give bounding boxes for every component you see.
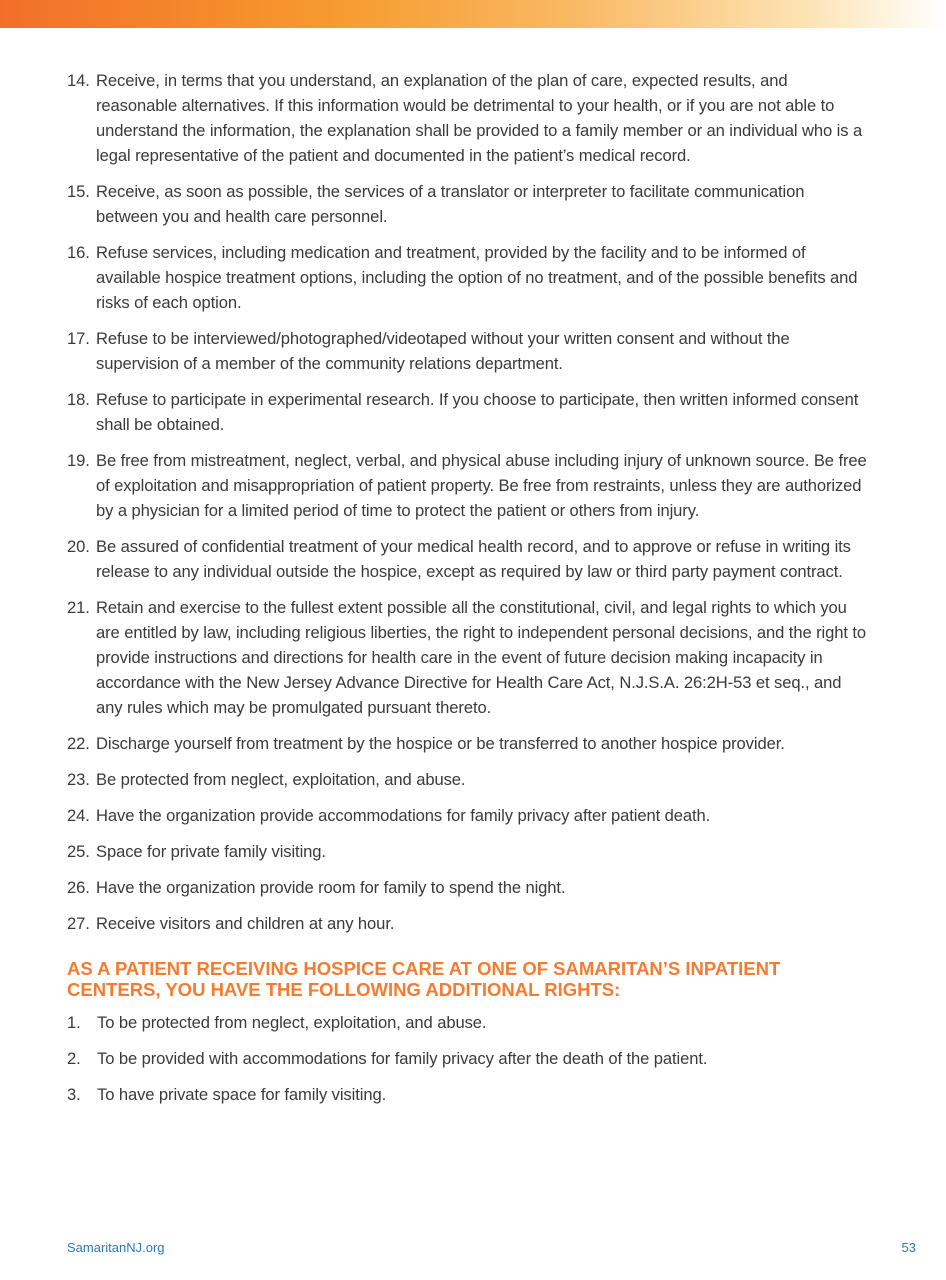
- footer-website[interactable]: SamaritanNJ.org: [67, 1240, 165, 1255]
- list-item: [67, 1082, 867, 1107]
- item-number: 1.: [67, 1013, 81, 1032]
- list-item: [67, 875, 867, 900]
- header-banner: [0, 0, 946, 28]
- list-item: [67, 179, 867, 229]
- item-number: 26.: [67, 878, 90, 897]
- item-number: 25.: [67, 842, 90, 861]
- item-text: Retain and exercise to the fullest extent possible all the constitutional, civil, and legal rights to which you are entitled by law, including religious liberties, the right to independent personal decisions, and the right to provide instructions and directions for health care in the event of future decision making incapacity in accordance with the New Jersey Advance Directive for Health Care Act, N.J.S.A. 26:2H-53 et seq., and any rules which may be promulgated pursuant thereto.: [96, 598, 867, 717]
- list-item: [67, 803, 867, 828]
- item-number: 22.: [67, 734, 90, 753]
- list-item: [67, 387, 867, 437]
- list-item: [67, 240, 867, 315]
- item-text: Be protected from neglect, exploitation, and abuse.: [96, 770, 466, 789]
- list-item: [67, 595, 867, 720]
- item-text: Be free from mistreatment, neglect, verbal, and physical abuse including injury of unknown source. Be free of exploitation and misappropriation of patient property. Be free from restraints, unless they are authorized by a physician for a limited period of time to protect the patient or others from injury.: [96, 451, 867, 520]
- item-text: Be assured of confidential treatment of your medical health record, and to approve or refuse in writing its release to any individual outside the hospice, except as required by law or third party payment contract.: [96, 537, 851, 581]
- item-number: 21.: [67, 598, 90, 617]
- item-number: 14.: [67, 71, 90, 90]
- item-number: 2.: [67, 1049, 81, 1068]
- item-number: 27.: [67, 914, 90, 933]
- item-number: 15.: [67, 182, 90, 201]
- list-item: [67, 1010, 867, 1035]
- item-text: Space for private family visiting.: [96, 842, 326, 861]
- list-item: [67, 839, 867, 864]
- item-number: 19.: [67, 451, 90, 470]
- item-text: Have the organization provide room for family to spend the night.: [96, 878, 566, 897]
- additional-rights-list: [67, 1010, 867, 1107]
- item-text: Have the organization provide accommodations for family privacy after patient death.: [96, 806, 711, 825]
- section-heading: AS A PATIENT RECEIVING HOSPICE CARE AT ONE OF SAMARITAN’S INPATIENT CENTERS, YOU HAVE THE FOLLOWING ADDITIONAL RIGHTS:: [67, 958, 781, 1000]
- item-number: 20.: [67, 537, 90, 556]
- rights-list: [67, 68, 867, 936]
- item-text: To be protected from neglect, exploitation, and abuse.: [97, 1013, 487, 1032]
- item-text: Refuse services, including medication and treatment, provided by the facility and to be informed of available hospice treatment options, including the option of no treatment, and of the possible benefits and risks of each option.: [96, 243, 858, 312]
- list-item: [67, 1046, 867, 1071]
- item-number: 16.: [67, 243, 90, 262]
- list-item: [67, 448, 867, 523]
- item-number: 17.: [67, 329, 90, 348]
- item-text: Receive visitors and children at any hour.: [96, 914, 395, 933]
- item-number: 18.: [67, 390, 90, 409]
- item-text: Receive, in terms that you understand, an explanation of the plan of care, expected results, and reasonable alternatives. If this information would be detrimental to your health, or if you are not able to understand the information, the explanation shall be provided to a family member or an individual who is a legal representative of the patient and documented in the patient’s medical record.: [96, 71, 863, 165]
- item-text: Refuse to be interviewed/photographed/videotaped without your written consent and without the supervision of a member of the community relations department.: [96, 329, 790, 373]
- list-item: [67, 731, 867, 756]
- page-number: 53: [901, 1240, 916, 1255]
- item-text: Refuse to participate in experimental research. If you choose to participate, then written informed consent shall be obtained.: [96, 390, 859, 434]
- list-item: [67, 767, 867, 792]
- list-item: [67, 68, 867, 168]
- item-text: Receive, as soon as possible, the services of a translator or interpreter to facilitate communication between you and health care personnel.: [96, 182, 805, 226]
- item-number: 24.: [67, 806, 90, 825]
- item-text: Discharge yourself from treatment by the hospice or be transferred to another hospice provider.: [96, 734, 785, 753]
- list-item: [67, 911, 867, 936]
- list-item: [67, 534, 867, 584]
- item-number: 23.: [67, 770, 90, 789]
- item-number: 3.: [67, 1085, 81, 1104]
- page-content: [67, 68, 867, 1118]
- item-text: To have private space for family visiting.: [97, 1085, 387, 1104]
- item-text: To be provided with accommodations for family privacy after the death of the patient.: [97, 1049, 708, 1068]
- list-item: [67, 326, 867, 376]
